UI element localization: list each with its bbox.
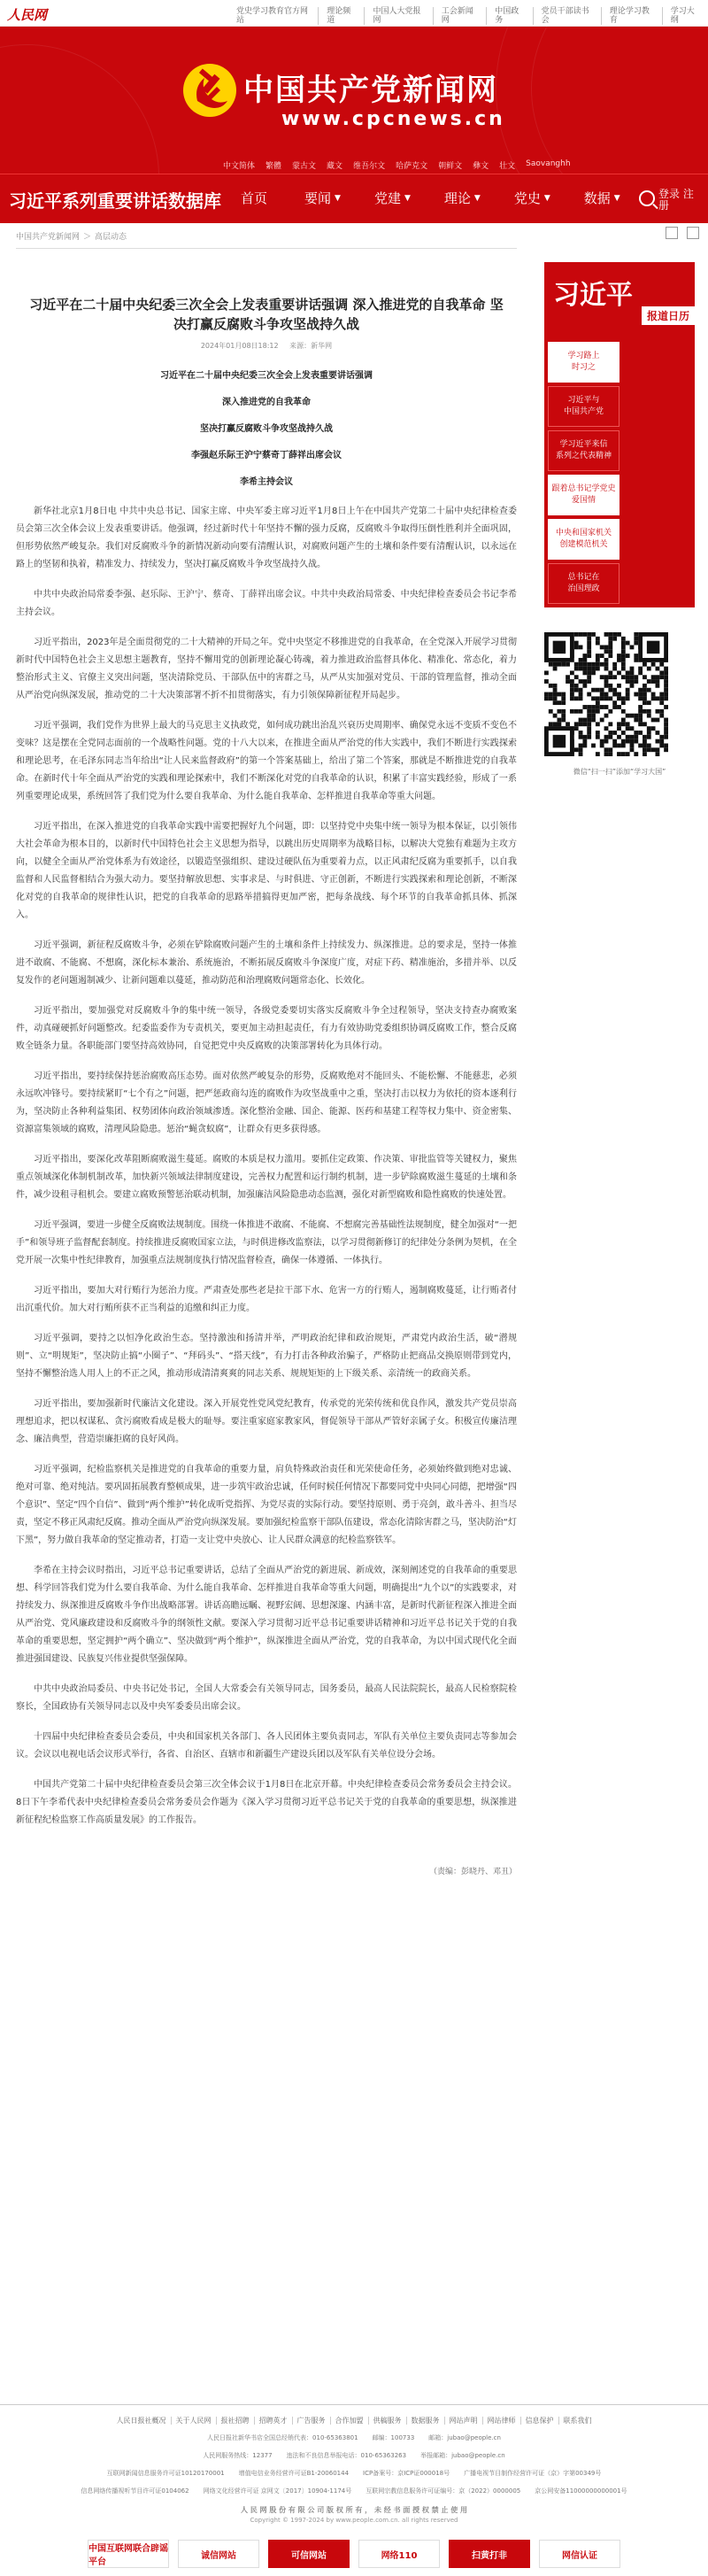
breadcrumb	[16, 230, 130, 242]
calendar-banner[interactable]	[544, 262, 695, 338]
footer-info-item: 违法和不良信息举报电话：010-65363263	[286, 2452, 407, 2459]
article-title: 习近平在二十届中央纪委三次全会上发表重要讲话强调 深入推进党的自我革命 坚决打赢反腐败斗争攻坚战持久战	[29, 297, 504, 332]
sidebar-topic-link[interactable]: 习近平与 中国共产党	[548, 386, 620, 427]
chevron-down-icon: ▼	[543, 193, 550, 203]
footer-link[interactable]: 报社招聘	[217, 2417, 255, 2425]
footer-link[interactable]: 合作加盟	[331, 2417, 369, 2425]
sidebar-topic-link[interactable]: 跟着总书记学党史 爱国情	[548, 475, 620, 515]
site-name-cn: 中国共产党新闻网	[243, 73, 498, 108]
breadcrumb-item[interactable]: ＞	[83, 233, 92, 242]
certification-badge[interactable]: 扫黄打非	[449, 2540, 530, 2568]
footer-info-item: 京公网安备11000000000001号	[535, 2487, 627, 2495]
top-links	[228, 7, 708, 25]
people-logo[interactable]: 人民网	[7, 7, 48, 23]
language-link[interactable]: 中文简体	[223, 162, 256, 171]
language-link[interactable]: 蒙古文	[292, 162, 317, 171]
article-subtitle: 坚决打赢反腐败斗争攻坚战持久战	[200, 424, 333, 434]
footer-link[interactable]: 招聘英才	[255, 2417, 293, 2425]
article-paragraph: 习近平强调，纪检监察机关是推进党的自我革命的重要力量，肩负特殊政治责任和光荣使命任务，必须始终做到绝对忠诚、绝对可靠、绝对纯洁。要巩固拓展教育整顿成果，进一步筑牢政治忠诚，任何时候任何情况下都要同党中央同心同德，把增强“四个意识”、坚定“四个自信”、做到“两个维护”转化成听党指挥、为党尽责的实际行动。要坚持原则、勇于亮剑，敢斗善斗、担当尽责，坚定不移正风肃纪反腐。推动全面从严治党向纵深发展。要加强纪检监察干部队伍建设，常态化清除害群之马，坚决防治“灯下黑”，努力做自我革命的坚定推动者，打造一支让党中央放心、让人民群众满意的纪检监察铁军。	[16, 1465, 517, 1545]
article-paragraph: 李希在主持会议时指出，习近平总书记重要讲话，总结了全面从严治党的新进展、新成效，深刻阐述党的自我革命的重要思想、科学回答我们党为什么要自我革命、为什么能自我革命、怎样推进自我革命等重大问题，明确提出“九个以”的实践要求，对持续发力、纵深推进反腐败斗争作出战略部署。讲话高瞻远瞩、视野宏阔、思想深邃、内涵丰富，是新时代新征程深入推进全面从严治党、党风廉政建设和反腐败斗争的纲领性文献。要深入学习贯彻习近平总书记重要讲话精神和习近平总书记关于党的自我革命的重要思想，坚定拥护“两个确立”、坚决做到“两个维护”，纵深推进全面从严治党，党的自我革命，为以中国式现代化全面推进强国建设、民族复兴伟业提供坚强保障。	[16, 1566, 517, 1664]
article-paragraph: 习近平强调，要持之以恒净化政治生态。坚持激浊和扬清并举，严明政治纪律和政治规矩，严肃党内政治生活，破“潜规则”、立“明规矩”，坚决防止搞“小圈子”、“拜码头”、“搭天线”，有力打击各种政治骗子，严格防止把商品交换原则带到党内，坚持不懈整治选人用人上的不正之风，推动形成清清爽爽的同志关系、规规矩矩的上下级关系、亲清统一的政商关系。	[16, 1334, 517, 1379]
footer	[0, 2404, 708, 2568]
article	[16, 248, 517, 1876]
footer-info-item: 邮编：100733	[372, 2434, 415, 2441]
nav-item-label: 党史	[513, 190, 541, 206]
footer-info-item: 人民网服务热线：12377	[203, 2452, 273, 2459]
footer-info-4	[0, 2487, 708, 2496]
nav-item-label: 要闻	[304, 190, 332, 206]
footer-info-item: 举报邮箱：jubao@people.cn	[420, 2452, 505, 2459]
main-nav	[0, 174, 708, 223]
sidebar	[544, 262, 695, 777]
article-meta	[16, 341, 517, 351]
search-icon[interactable]	[639, 190, 655, 206]
article-paragraph: 习近平强调，新征程反腐败斗争，必须在铲除腐败问题产生的土壤和条件上持续发力、纵深推进。总的要求是，坚持一体推进不敢腐、不能腐、不想腐，深化标本兼治、系统施治，不断拓展反腐败斗争深度广度，对症下药、精准施治，多措并举、以反复发作的老问题遏制减少、让新问题难以蔓延，推动防范和治理腐败问题常态化、长效化。	[16, 940, 517, 986]
footer-info-item: 邮箱：jubao@people.cn	[428, 2434, 501, 2441]
nav-item-label: 理论	[443, 190, 471, 206]
database-title[interactable]: 习近平系列重要讲话数据库	[9, 190, 221, 212]
article-paragraph: 中国共产党第二十届中央纪律检查委员会第三次全体会议于1月8日在北京开幕。中央纪律检查委员会常务委员会主持会议。8日下午李希代表中央纪律检查委员会常务委员会作题为《深入学习贯彻习近平总书记关于党的自我革命的重要思想，纵深推进新征程纪检监察工作高质量发展》的工作报告。	[16, 1780, 517, 1825]
nav-item[interactable]	[304, 189, 341, 207]
language-link[interactable]: 哈萨克文	[396, 162, 428, 171]
language-link[interactable]: 朝鲜文	[438, 162, 463, 171]
top-link[interactable]: 学习大纲	[670, 7, 695, 25]
article-subtitle: 深入推进党的自我革命	[222, 398, 311, 407]
article-paragraph: 习近平指出，2023年是全面贯彻党的二十大精神的开局之年。党中央坚定不移推进党的自我革命，在全党深入开展学习贯彻新时代中国特色社会主义思想主题教育，坚持不懈用党的创新理论凝心铸魂，着力推进政治监督具体化、精准化、常态化，着力整治形式主义、官僚主义突出问题，坚决清除党员、干部队伍中的害群之马，从严从实加强对党员、干部的管理监督，推动全面从严治党向纵深发展，推动党的二十大决策部署不折不扣贯彻落实，有力引领保障新征程开局起步。	[16, 638, 517, 700]
article-paragraph: 中共中央政治局常委李强、赵乐际、王沪宁、蔡奇、丁薛祥出席会议。中共中央政治局常委、中央纪律检查委员会书记李希主持会议。	[16, 590, 517, 617]
breadcrumb-item[interactable]: 高层动态	[95, 233, 127, 242]
nav-item[interactable]	[514, 189, 550, 207]
top-link[interactable]: 理论频道	[319, 7, 365, 25]
certification-badges	[0, 2540, 708, 2568]
nav-item-label: 数据	[583, 190, 611, 206]
nav-item[interactable]	[374, 189, 411, 207]
footer-link[interactable]: 信息保护	[521, 2417, 559, 2425]
copyright-en: Copyright © 1997-2024 by www.people.com.cn. all rights reserved	[250, 2517, 458, 2524]
language-link[interactable]: 壮文	[499, 162, 516, 171]
footer-link[interactable]: 人民日报社概况	[112, 2417, 172, 2425]
certification-badge[interactable]: 中国互联网联合辟谣平台	[88, 2540, 169, 2568]
login-register-link[interactable]: 登录 注册	[658, 188, 694, 212]
footer-info-item: 信息网络传播视听节目许可证0104062	[81, 2487, 189, 2495]
footer-info-3	[0, 2469, 708, 2479]
article-subtitles	[16, 363, 517, 496]
calendar-banner-title: 习近平	[553, 280, 633, 311]
sidebar-topic-grid	[544, 338, 695, 607]
party-emblem-icon	[181, 62, 238, 119]
article-paragraph: 习近平强调，我们党作为世界上最大的马克思主义执政党，如何成功跳出治乱兴衰历史周期率、确保党永远不变质不变色不变味？这是摆在全党同志面前的一个战略性问题。党的十八大以来，在推进全面从严治党的伟大实践中，我们不断进行实践探索和理论思考，在毛泽东同志当年给出“让人民来监督政府”的第一个答案基础上，给出了第二个答案，那就是不断推进党的自我革命。在新时代十年全面从严治党的实践和理论探索中，我们不断深化对党的自我革命的认识，积累了丰富实践经验，形成了一系列重要理论成果，系统回答了我们党为什么要自我革命、为什么能自我革命、怎样推进自我革命等重大问题。	[16, 721, 517, 801]
nav-items	[241, 189, 654, 207]
article-paragraph: 中共中央政治局委员、中央书记处书记，全国人大常委会有关领导同志，国务委员，最高人民法院院长，最高人民检察院检察长，全国政协有关领导同志以及中央军委委员出席会议。	[16, 1684, 517, 1712]
top-bar	[0, 0, 708, 27]
language-link[interactable]: 彝文	[473, 162, 489, 171]
article-source[interactable]: 来源：新华网	[289, 342, 333, 350]
nav-item[interactable]	[241, 189, 271, 207]
article-date: 2024年01月08日18:12	[200, 342, 279, 350]
language-link[interactable]: 繁體	[266, 162, 282, 171]
article-paragraph: 习近平指出，要加强新时代廉洁文化建设。深入开展党性党风党纪教育，传承党的光荣传统和优良作风，激发共产党员崇高理想追求，把以权谋私、贪污腐败看成是极大的耻辱。要注重家庭家教家风，督促领导干部从严管好亲属子女。积极宣传廉洁理念、廉洁典型，营造崇廉拒腐的良好风尚。	[16, 1399, 517, 1444]
article-paragraph: 习近平指出，要加大对行贿行为惩治力度。严肃查处那些老是拉干部下水、危害一方的行贿人，遏制腐败蔓延，让行贿者付出沉重代价。加大对行贿所获不正当利益的追缴和纠正力度。	[16, 1286, 517, 1313]
site-name-en: www.cpcnews.cn	[281, 108, 505, 130]
font-size-icon[interactable]	[666, 227, 678, 239]
footer-info-item: ICP备案号：京ICP证000018号	[363, 2470, 450, 2477]
top-link[interactable]: 工会新闻网	[434, 7, 488, 25]
article-paragraph: 习近平指出，要深化改革阻断腐败滋生蔓延。腐败的本质是权力滥用。要抓住定政策、作决策、审批监管等关键权力，聚焦重点领域深化体制机制改革，加快新兴领域法律制度建设，完善权力配置和运行制约机制，进一步铲除腐败滋生蔓延的土壤和条件，减少设租寻租机会。要建立腐败预警惩治联动机制，加强廉洁风险隐患动态监测，强化对新型腐败和隐性腐败的快速处置。	[16, 1155, 517, 1200]
chevron-down-icon: ▼	[404, 193, 411, 203]
top-link[interactable]: 理论学习教育	[602, 7, 663, 25]
footer-info-item: 增值电信业务经营许可证B1-20060144	[238, 2470, 350, 2477]
language-links	[223, 159, 581, 171]
chevron-down-icon: ▼	[335, 193, 341, 203]
footer-info-2	[0, 2451, 708, 2461]
article-editor: （责编：彭晓丹、邓丑）	[428, 1868, 517, 1876]
sidebar-topic-link[interactable]: 总书记在 治国理政	[548, 563, 620, 604]
sidebar-topic-link[interactable]: 中央和国家机关 创建模范机关	[548, 519, 620, 560]
article-paragraph: 习近平指出，要持续保持惩治腐败高压态势。面对依然严峻复杂的形势，反腐败绝对不能回头、不能松懈、不能慈悲，必须永远吹冲锋号。要持续紧盯“七个有之”问题，把严惩政商勾连的腐败作为攻坚战重中之重，坚决打击以权力为依托的资本逐利行为，坚决防止各种利益集团、权势团体向政治领域渗透。深化整治金融、国企、能源、医药和基建工程等权力集中、资金密集、资源富集领域的腐败，清理风险隐患。惩治“蝇贪蚁腐”，让群众有更多获得感。	[16, 1071, 517, 1134]
footer-info-1	[0, 2433, 708, 2443]
article-tools	[657, 227, 699, 239]
article-subtitle: 习近平在二十届中央纪委三次全会上发表重要讲话强调	[160, 371, 373, 381]
certification-badge[interactable]: 诚信网站	[178, 2540, 259, 2568]
top-link[interactable]: 党员干部读书会	[534, 7, 602, 25]
language-link[interactable]: Saovanghh	[526, 159, 571, 168]
article-paragraph: 习近平强调，要进一步健全反腐败法规制度。围绕一体推进不敢腐、不能腐、不想腐完善基础性法规制度，健全加强对“一把手”和领导班子监督配套制度。持续推进反腐败国家立法，与时俱进修改监察法，以学习贯彻新修订的纪律处分条例为契机，在全党开展一次集中性纪律教育，加强重点法规制度执行情况监督检查，确保一体遵循、一体执行。	[16, 1220, 517, 1265]
calendar-banner-tag: 报道日历	[642, 306, 695, 325]
nav-item-label: 首页	[241, 190, 268, 206]
article-paragraph: 习近平指出，要加强党对反腐败斗争的集中统一领导，各级党委要切实落实反腐败斗争全过程领导，坚决支持查办腐败案件，动真碰硬抓好问题整改。纪委监委作为专责机关，要更加主动担起责任，有力有效协助党委组织协调反腐败工作，整合反腐败全链条力量。各职能部门要坚持高效协同，自觉把党中央反腐败的决策部署转化为具体行动。	[16, 1006, 517, 1051]
nav-item-label: 党建	[373, 190, 401, 206]
copyright-cn: 人 民 网 股 份 有 限 公 司 版 权 所 有 ， 未 经 书 面 授 权 禁 止 使 用	[240, 2506, 468, 2514]
footer-info-item: 网络文化经营许可证 京网文〔2017〕10904-1174号	[203, 2487, 352, 2495]
site-banner	[0, 27, 708, 174]
sidebar-topic-link[interactable]: 学习路上 时习之	[548, 342, 620, 383]
top-link[interactable]: 中国政务	[487, 7, 533, 25]
top-link[interactable]: 中国人大党报网	[365, 7, 433, 25]
article-subtitle: 李强赵乐际王沪宁蔡奇丁薛祥出席会议	[191, 451, 342, 460]
qr-code-icon	[544, 632, 668, 756]
article-paragraph: 十四届中央纪律检查委员会委员，中央和国家机关各部门、各人民团体主要负责同志，军队有关单位主要负责同志等参加会议。会议以电视电话会议形式举行，各省、自治区、直辖市和新疆生产建设兵团以及军队有关单位设分会场。	[16, 1732, 517, 1760]
footer-info-item: 互联网宗教信息服务许可证编号：京（2022）0000005	[366, 2487, 521, 2495]
certification-badge[interactable]: 可信网站	[268, 2540, 350, 2568]
footer-link[interactable]: 网站声明	[445, 2417, 483, 2425]
share-icon[interactable]	[687, 227, 699, 239]
language-link[interactable]: 维吾尔文	[353, 162, 386, 171]
footer-link[interactable]: 网站律师	[483, 2417, 521, 2425]
article-paragraph: 新华社北京1月8日电 中共中央总书记、国家主席、中央军委主席习近平1月8日上午在中国共产党第二十届中央纪律检查委员会第三次全体会议上发表重要讲话。他强调，经过新时代十年坚持不懈的强力反腐，反腐败斗争取得压倒性胜利并全面巩固，但形势依然严峻复杂。我们对反腐败斗争的新情况新动向要有清醒认识，对腐败问题产生的土壤和条件要有清醒认识，以永远在路上的坚韧和执着，精准发力、持续发力，坚决打赢反腐败斗争攻坚战持久战。	[16, 507, 517, 569]
certification-badge[interactable]: 网信认证	[539, 2540, 620, 2568]
footer-link[interactable]: 供稿服务	[369, 2417, 407, 2425]
footer-info-item: 广播电视节目制作经营许可证（京）字第00349号	[464, 2470, 602, 2477]
nav-item[interactable]	[444, 189, 481, 207]
breadcrumb-item[interactable]: 中国共产党新闻网	[16, 233, 81, 242]
chevron-down-icon: ▼	[613, 193, 620, 203]
certification-badge[interactable]: 网络110	[358, 2540, 440, 2568]
article-paragraph: 习近平指出，在深入推进党的自我革命实践中需要把握好九个问题，即：以坚持党中央集中统一领导为根本保证，以引领伟大社会革命为根本目的，以新时代中国特色社会主义思想为指导，以跳出历史周期率为战略目标，以解决大党独有难题为主攻方向，以健全全面从严治党体系为有效途径，以锻造坚强组织、建设过硬队伍为重要着力点，以正风肃纪反腐为重要抓手，以自我监督和人民监督相结合为强大动力。要坚持解放思想、实事求是、与时俱进、守正创新，不断进行实践探索和理论创新，不断深化对党的自我革命的规律性认识，把党的自我革命的思路举措搞得更加严密，把每条战线、每个环节的自我革命抓具体、抓深入。	[16, 822, 517, 920]
footer-link[interactable]: 联系我们	[563, 2417, 592, 2425]
qr-caption: 微信“扫一扫”添加“学习大国”	[573, 768, 666, 776]
footer-link[interactable]: 数据服务	[407, 2417, 445, 2425]
nav-item[interactable]	[584, 189, 620, 207]
footer-link[interactable]: 广告服务	[293, 2417, 331, 2425]
article-body	[16, 503, 517, 1830]
footer-link[interactable]: 关于人民网	[172, 2417, 217, 2425]
top-link[interactable]: 党史学习教育官方网站	[228, 7, 319, 25]
footer-links	[0, 2416, 708, 2425]
chevron-down-icon: ▼	[473, 193, 481, 203]
language-link[interactable]: 藏文	[327, 162, 343, 171]
sidebar-topic-link[interactable]: 学习近平来信 系列之代表精神	[548, 430, 620, 471]
footer-info-item: 人民日报社新华书店全国总经销代表：010-65363801	[207, 2434, 358, 2441]
article-subtitle: 李希主持会议	[240, 477, 293, 487]
footer-info-item: 互联网新闻信息服务许可证10120170001	[106, 2470, 225, 2477]
